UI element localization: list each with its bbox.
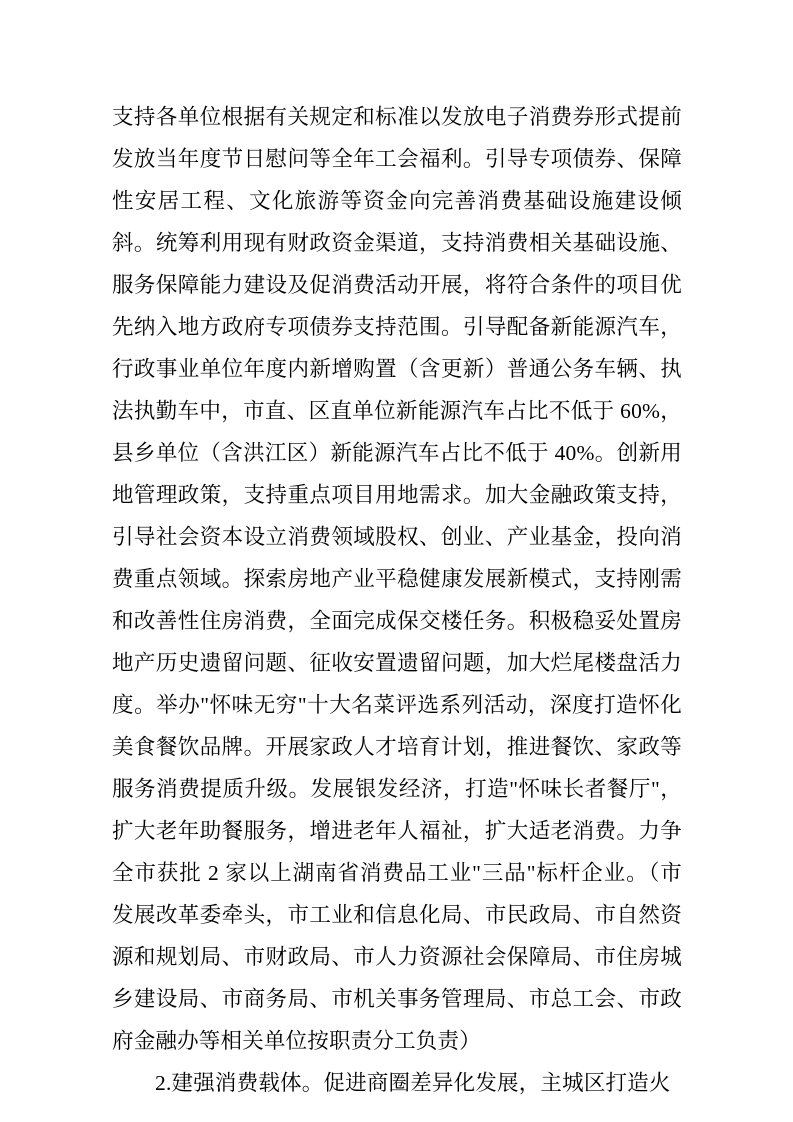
document-body — [112, 96, 682, 1104]
paragraph-2: 2.建强消费载体。促进商圈差异化发展，主城区打造火 — [155, 1071, 671, 1095]
paragraph-1: 支持各单位根据有关规定和标准以发放电子消费券形式提前发放当年度节日慰问等全年工会福利。引导专项债券、保障性安居工程、文化旅游等资金向完善消费基础设施建设倾斜。统筹利用现有财政资金渠道，支持消费相关基础设施、服务保障能力建设及促消费活动开展，将符合条件的项目优先纳入地方政府专项债券支持范围。引导配备新能源汽车，行政事业单位年度内新增购置（含更新）普通公务车辆、执法执勤车中，市直、区直单位新能源汽车占比不低于 60%，县乡单位（含洪江区）新能源汽车占比不低于 40%。创新用地管理政策，支持重点项目用地需求。加大金融政策支持，引导社会资本设立消费领域股权、创业、产业基金，投向消费重点领域。探索房地产业平稳健康发展新模式，支持刚需和改善性住房消费，全面完成保交楼任务。积极稳妥处置房地产历史遗留问题、征收安置遗留问题，加大烂尾楼盘活力度。举办"怀味无穷"十大名菜评选系列活动，深度打造怀化美食餐饮品牌。开展家政人才培育计划，推进餐饮、家政等服务消费提质升级。发展银发经济，打造"怀味长者餐厅"，扩大老年助餐服务，增进老年人福祉，扩大适老消费。力争全市获批 2 家以上湖南省消费品工业"三品"标杆企业。（市发展改革委牵头，市工业和信息化局、市民政局、市自然资源和规划局、市财政局、市人力资源社会保障局、市住房城乡建设局、市商务局、市机关事务管理局、市总工会、市政府金融办等相关单位按职责分工负责） — [112, 105, 682, 1053]
